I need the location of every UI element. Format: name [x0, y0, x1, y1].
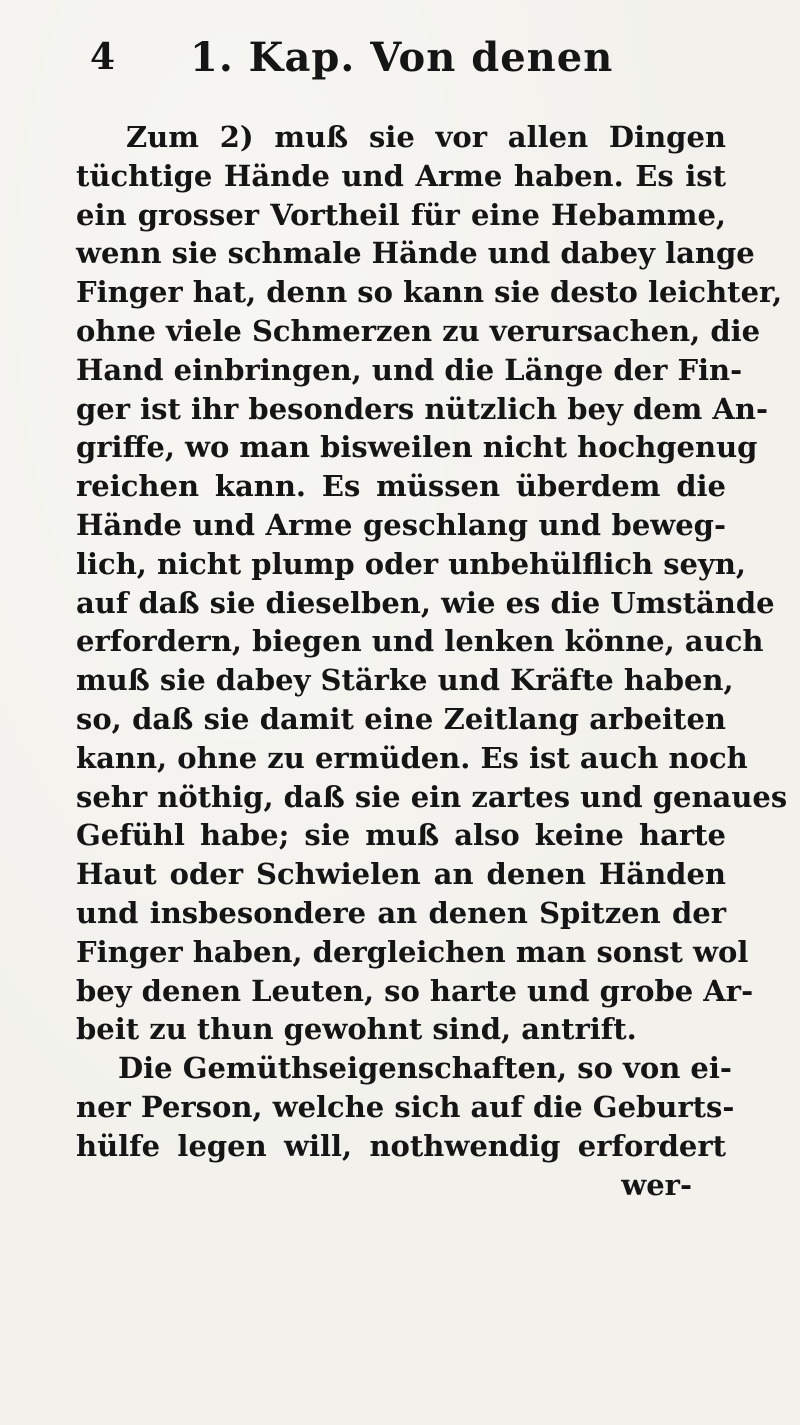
- text-line: Zum 2) muß sie vor allen Dingen: [126, 120, 726, 154]
- text-line: ohne viele Schmerzen zu verursachen, die: [76, 313, 761, 348]
- text-line: Hände und Arme geschlang und beweg-: [76, 507, 726, 542]
- text-line: ger ist ihr besonders nützlich bey dem An-: [76, 391, 769, 426]
- text-line: reichen kann. Es müssen überdem die: [76, 469, 726, 504]
- text-line: erfordern, biegen und lenken könne, auch: [76, 624, 764, 659]
- text-line: tüchtige Hände und Arme haben. Es ist: [76, 158, 726, 193]
- text-line: Gefühl habe; sie muß also keine harte: [76, 818, 726, 853]
- text-line: so, daß sie damit eine Zeitlang arbeiten: [76, 701, 726, 736]
- catchword: wer-: [621, 1167, 692, 1202]
- text-line: Finger haben, dergleichen man sonst wol: [76, 934, 749, 969]
- page-header: [90, 34, 710, 94]
- text-line: ein grosser Vortheil für eine Hebamme,: [76, 197, 726, 232]
- running-head: 1. Kap. Von denen: [190, 34, 614, 81]
- text-line: Finger hat, denn so kann sie desto leichter,: [76, 275, 783, 310]
- text-line: Hand einbringen, und die Länge der Fin-: [76, 352, 743, 387]
- text-line: kann, ohne zu ermüden. Es ist auch noch: [76, 740, 748, 775]
- text-line: auf daß sie dieselben, wie es die Umstände: [76, 585, 775, 620]
- text-line: beit zu thun gewohnt sind, antrift.: [76, 1012, 637, 1047]
- text-line: hülfe legen will, nothwendig erfordert: [76, 1128, 726, 1163]
- text-line: bey denen Leuten, so harte und grobe Ar-: [76, 973, 754, 1008]
- text-line: muß sie dabey Stärke und Kräfte haben,: [76, 663, 734, 698]
- text-line: ner Person, welche sich auf die Geburts-: [76, 1089, 735, 1124]
- text-line: wenn sie schmale Hände und dabey lange: [76, 236, 755, 271]
- text-line: sehr nöthig, daß sie ein zartes und genaues: [76, 779, 788, 814]
- text-line: und insbesondere an denen Spitzen der: [76, 895, 726, 930]
- body-text: [76, 118, 788, 1204]
- text-line: griffe, wo man bisweilen nicht hochgenug: [76, 430, 758, 465]
- text-line: Haut oder Schwielen an denen Händen: [76, 857, 726, 892]
- text-line: Die Gemüthseigenschaften, so von ei-: [118, 1051, 732, 1086]
- text-line: lich, nicht plump oder unbehülflich seyn,: [76, 546, 747, 581]
- page-number: 4: [90, 36, 116, 78]
